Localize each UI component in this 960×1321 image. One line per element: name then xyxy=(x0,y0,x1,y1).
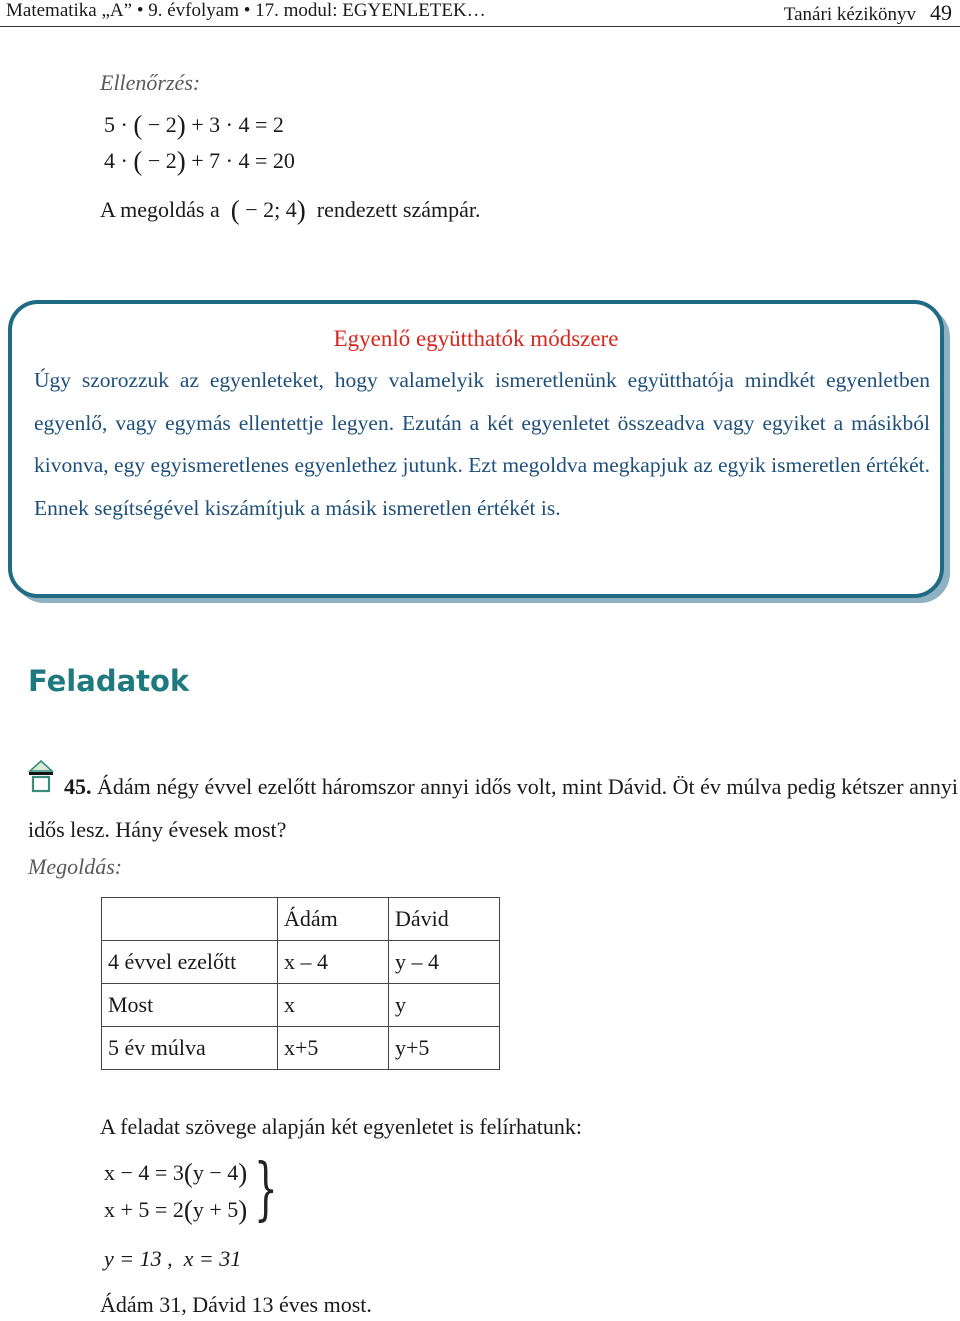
table-cell: Dávid xyxy=(389,898,500,941)
eq-part: + 7 · 4 = 20 xyxy=(185,148,295,173)
page-number: 49 xyxy=(930,0,952,25)
page-header xyxy=(0,0,960,27)
table-cell: y+5 xyxy=(389,1027,500,1070)
check-equation-2 xyxy=(104,148,295,175)
eq-part: − 2 xyxy=(142,148,177,173)
table-cell: 4 évvel ezelőtt xyxy=(102,941,278,984)
table-cell: y – 4 xyxy=(389,941,500,984)
paren: ( xyxy=(183,1195,193,1225)
method-box-title: Egyenlő együtthatók módszere xyxy=(333,326,619,351)
paren: ) xyxy=(176,146,186,176)
problem-number: 45. xyxy=(64,774,92,799)
check-equation-1 xyxy=(104,112,284,139)
eq-part: − 2 xyxy=(142,112,177,137)
paren: ) xyxy=(176,110,186,140)
table-cell xyxy=(102,898,278,941)
table-row xyxy=(102,984,500,1027)
system-equation-2 xyxy=(104,1197,247,1224)
eq-part: y + 5 xyxy=(192,1197,239,1222)
eq-part: y − 4 xyxy=(192,1160,239,1185)
problem-45 xyxy=(28,765,958,851)
table-header-row xyxy=(102,898,500,941)
method-box-text: Úgy szorozzuk az egyenleteket, hogy valamelyik ismeretlenünk együtthatója mindkét egyenletben egyenlő, vagy egymás ellentettje legyen. Ezután a két egyenletet összeadva vagy egyiket a másikból kivonva, egy egyismeretlenes egyenlethez jutunk. Ezt megoldva megkapjuk az egyik ismeretlen értékét. Ennek segítségével kiszámítjuk a másik ismeretlen értékét is. xyxy=(34,368,930,520)
sol-part: A megoldás a xyxy=(100,197,231,222)
table-cell: x xyxy=(278,984,389,1027)
section-title: Feladatok xyxy=(28,664,190,698)
equations-lead: A feladat szövege alapján két egyenletet is felírhatunk: xyxy=(100,1114,582,1139)
header-title: Matematika „A” • 9. évfolyam • 17. modul: EGYENLETEK… xyxy=(6,0,486,21)
eq-part: x − 4 = 3 xyxy=(104,1160,184,1185)
megoldas-label: Megoldás: xyxy=(28,854,123,879)
eq-part: x + 5 = 2 xyxy=(104,1197,184,1222)
final-answer: Ádám 31, Dávid 13 éves most. xyxy=(100,1292,372,1317)
table-cell: 5 év múlva xyxy=(102,1027,278,1070)
header-book-title: Tanári kézikönyv xyxy=(783,4,916,25)
paren: ( xyxy=(230,195,240,225)
eq-part: 4 · xyxy=(104,148,134,173)
check-label: Ellenőrzés: xyxy=(100,70,201,95)
table-cell: Most xyxy=(102,984,278,1027)
header-right xyxy=(784,0,952,26)
system-brace: } xyxy=(254,1150,278,1229)
table-cell: x+5 xyxy=(278,1027,389,1070)
table-cell: Ádám xyxy=(278,898,389,941)
results-line: y = 13 , x = 31 xyxy=(104,1246,242,1271)
method-box xyxy=(8,300,944,598)
table-cell: y xyxy=(389,984,500,1027)
paren: ) xyxy=(238,1195,248,1225)
age-table xyxy=(101,897,500,1070)
paren: ( xyxy=(133,110,143,140)
eq-part: 5 · xyxy=(104,112,134,137)
sol-part: − 2; 4 xyxy=(239,197,297,222)
paren: ) xyxy=(296,195,306,225)
problem-text: Ádám négy évvel ezelőtt háromszor annyi idős volt, mint Dávid. Öt év múlva pedig kétszer annyi idős lesz. Hány évesek most? xyxy=(28,774,958,842)
table-cell: x – 4 xyxy=(278,941,389,984)
solution-line xyxy=(100,197,481,224)
eq-part: + 3 · 4 = 2 xyxy=(185,112,284,137)
paren: ( xyxy=(183,1158,193,1188)
sol-part: rendezett számpár. xyxy=(305,197,481,222)
table-row xyxy=(102,1027,500,1070)
table-row xyxy=(102,941,500,984)
paren: ( xyxy=(133,146,143,176)
system-equation-1 xyxy=(104,1160,247,1187)
paren: ) xyxy=(238,1158,248,1188)
